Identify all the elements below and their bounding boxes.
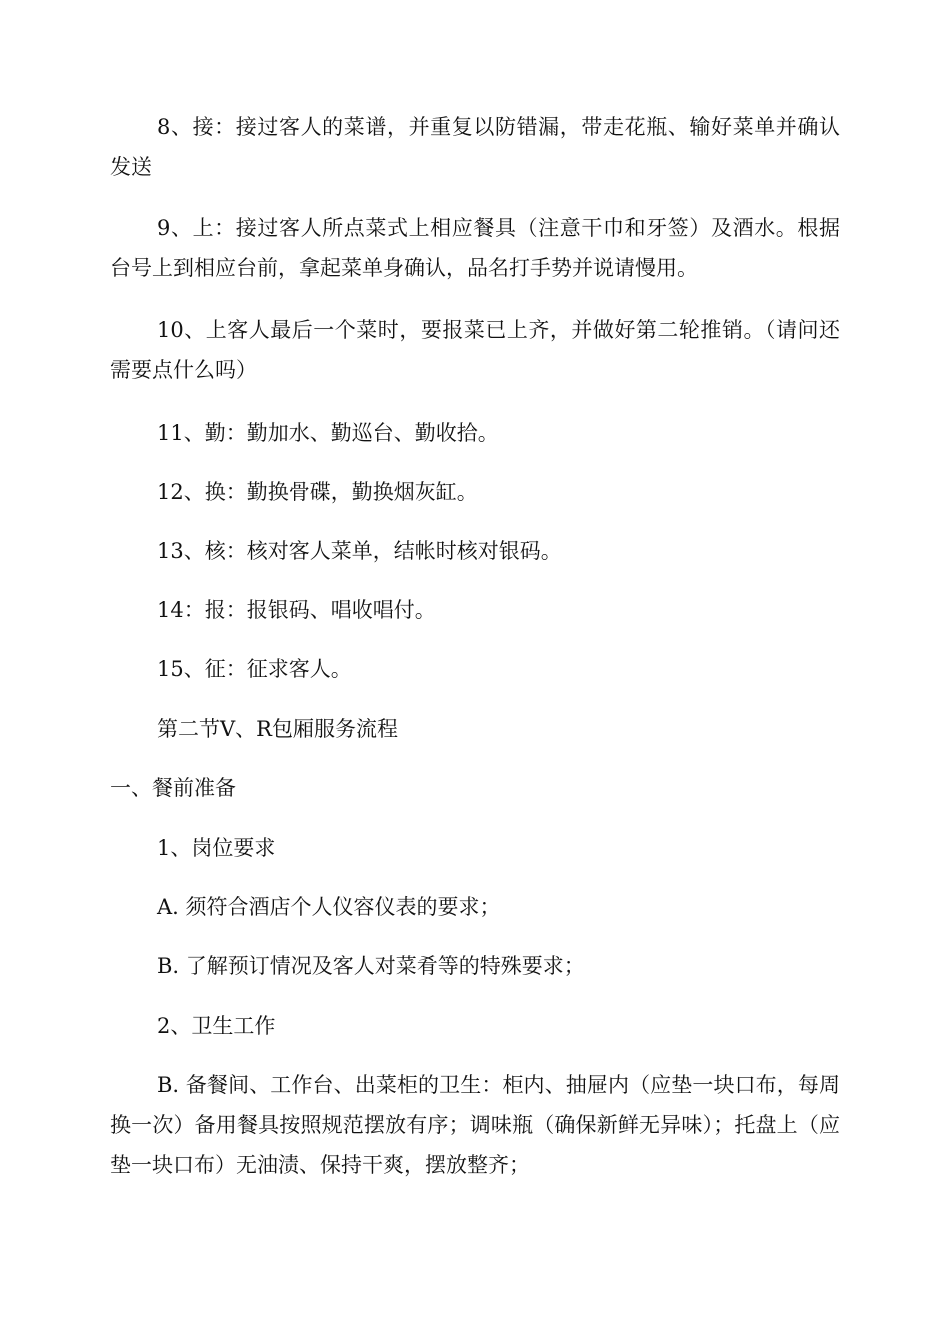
list-item-b-hygiene: B. 备餐间、工作台、出菜柜的卫生：柜内、抽屉内（应垫一块口布，每周换一次）备用餐具按照规范摆放有序；调味瓶（确保新鲜无异味）；托盘上（应垫一块口布）无油渍、保持干爽，摆放整齐； <box>110 1073 840 1177</box>
list-item-b: B. 了解预订情况及客人对菜肴等的特殊要求； <box>157 954 585 978</box>
paragraph-step-15: 15、征：征求客人。 <box>157 657 352 681</box>
section-heading: 第二节V、R包厢服务流程 <box>157 717 398 741</box>
paragraph-step-8: 8、接：接过客人的菜谱，并重复以防错漏，带走花瓶、输好菜单并确认发送 <box>110 115 840 179</box>
part-heading: 一、餐前准备 <box>110 776 236 800</box>
paragraph-step-11: 11、勤：勤加水、勤巡台、勤收拾。 <box>157 421 499 445</box>
paragraph-step-14: 14：报：报银码、唱收唱付。 <box>157 598 436 622</box>
subheading-job-requirements: 1、岗位要求 <box>157 836 276 860</box>
list-item-a: A. 须符合酒店个人仪容仪表的要求； <box>157 895 501 919</box>
paragraph-step-13: 13、核：核对客人菜单，结帐时核对银码。 <box>157 539 562 563</box>
paragraph-step-10: 10、上客人最后一个菜时，要报菜已上齐，并做好第二轮推销。（请问还需要点什么吗） <box>110 318 840 382</box>
paragraph-step-9: 9、上：接过客人所点菜式上相应餐具（注意干巾和牙签）及酒水。根据台号上到相应台前，拿起菜单身确认，品名打手势并说请慢用。 <box>110 216 840 280</box>
subheading-hygiene: 2、卫生工作 <box>157 1014 276 1038</box>
paragraph-step-12: 12、换：勤换骨碟，勤换烟灰缸。 <box>157 480 478 504</box>
